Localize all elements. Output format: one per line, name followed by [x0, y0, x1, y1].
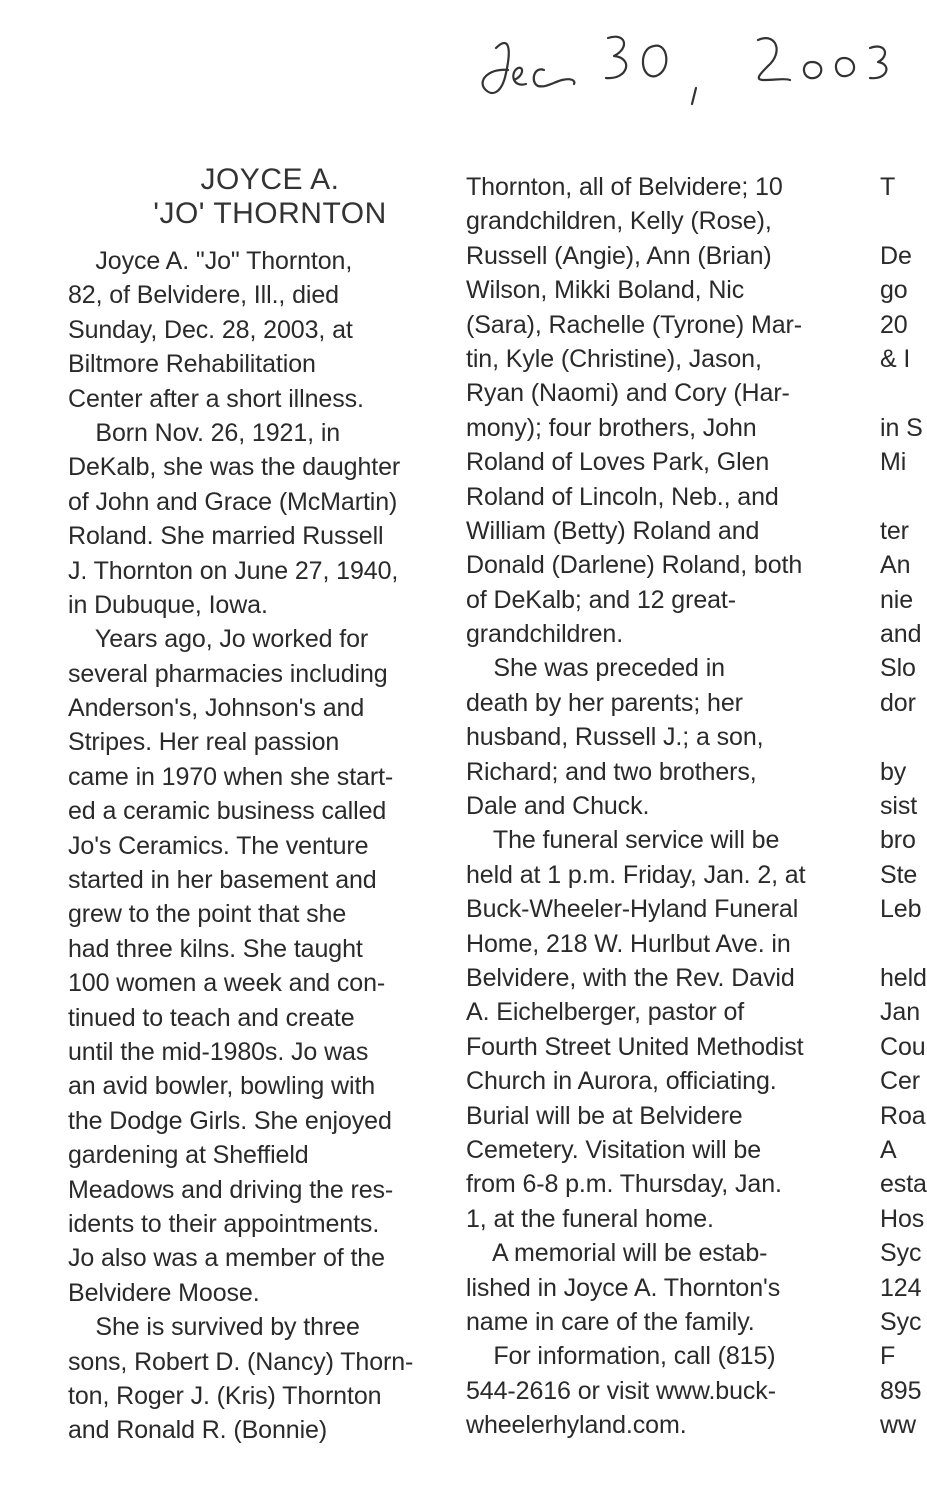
column-2-line: For information, call (815): [466, 1342, 776, 1371]
column-2-line: Donald (Darlene) Roland, both: [466, 551, 803, 580]
column-3-line: and: [880, 620, 922, 649]
column-2-line: Fourth Street United Methodist: [466, 1032, 804, 1061]
column-2-line: A memorial will be estab-: [466, 1239, 768, 1268]
column-1-line: Jo also was a member of the: [68, 1244, 385, 1273]
column-2-line: Richard; and two brothers,: [466, 757, 757, 786]
column-3-line: Leb: [880, 895, 922, 924]
column-2-line: of DeKalb; and 12 great-: [466, 585, 737, 614]
column-1-line: grew to the point that she: [68, 900, 347, 929]
column-1-line: 100 women a week and con-: [68, 969, 386, 998]
column-2-line: tin, Kyle (Christine), Jason,: [466, 344, 762, 373]
column-2-line: Burial will be at Belvidere: [466, 1101, 743, 1130]
column-3-line: Hos: [880, 1204, 925, 1233]
column-2-line: husband, Russell J.; a son,: [466, 723, 764, 752]
column-3-line: ter: [880, 516, 909, 545]
column-2-line: held at 1 p.m. Friday, Jan. 2, at: [466, 860, 806, 889]
column-2-line: A. Eichelberger, pastor of: [466, 998, 745, 1027]
column-1-line: gardening at Sheffield: [68, 1141, 309, 1170]
column-3-line: T: [880, 173, 896, 201]
column-1-line: She is survived by three: [68, 1313, 360, 1342]
column-1-line: J. Thornton on June 27, 1940,: [68, 556, 399, 585]
column-1-line: the Dodge Girls. She enjoyed: [68, 1106, 392, 1135]
column-3-line: [880, 480, 920, 514]
column-3-line: Syc: [880, 1239, 922, 1268]
column-3-line: Syc: [880, 1307, 922, 1336]
column-2-line: She was preceded in: [466, 654, 725, 683]
column-1-line: Roland. She married Russell: [68, 522, 384, 551]
column-1-line: had three kilns. She taught: [68, 934, 363, 963]
column-3-line: & I: [880, 344, 911, 373]
column-3-line: nie: [880, 585, 914, 614]
column-3-line: 895: [880, 1376, 922, 1405]
column-2-line: 544-2616 or visit www.buck-: [466, 1376, 776, 1405]
column-3-line: De: [880, 241, 912, 270]
column-2-line: death by her parents; her: [466, 688, 743, 717]
column-1-line: an avid bowler, bowling with: [68, 1072, 376, 1101]
column-2-line: mony); four brothers, John: [466, 413, 757, 442]
column-3-line: Cou: [880, 1032, 926, 1061]
column-3-line: F: [880, 1342, 896, 1371]
column-2-line: name in care of the family.: [466, 1307, 755, 1336]
column-2-line: Wilson, Mikki Boland, Nic: [466, 276, 745, 305]
column-1-line: 82, of Belvidere, Ill., died: [68, 281, 339, 310]
column-1-line: Sunday, Dec. 28, 2003, at: [68, 315, 353, 344]
column-3-line: [880, 376, 920, 410]
column-1-line: Joyce A. "Jo" Thornton,: [68, 247, 353, 275]
column-2-line: Church in Aurora, officiating.: [466, 1067, 777, 1096]
column-2-line: Belvidere, with the Rev. David: [466, 963, 795, 992]
column-2-line: Ryan (Naomi) and Cory (Har-: [466, 379, 790, 408]
column-1-line: Born Nov. 26, 1921, in: [68, 418, 341, 447]
column-1-line: sons, Robert D. (Nancy) Thorn-: [68, 1347, 414, 1376]
column-2-line: William (Betty) Roland and: [466, 516, 760, 545]
column-3-line: [880, 204, 920, 238]
column-3-line: Jan: [880, 998, 921, 1027]
column-3-line: ww: [880, 1411, 916, 1440]
column-3-line: bro: [880, 826, 916, 855]
column-3-line: Mi: [880, 448, 907, 477]
column-1-line: in Dubuque, Iowa.: [68, 590, 268, 619]
column-3-line: sist: [880, 792, 918, 821]
column-2-line: Roland of Loves Park, Glen: [466, 448, 770, 477]
column-3-line: dor: [880, 688, 916, 717]
column-1-line: started in her basement and: [68, 866, 377, 895]
column-1-line: ed a ceramic business called: [68, 797, 387, 826]
column-2-line: Thornton, all of Belvidere; 10: [466, 173, 783, 201]
column-2-line: Russell (Angie), Ann (Brian): [466, 241, 772, 270]
column-1-line: idents to their appointments.: [68, 1209, 380, 1238]
column-2-line: Cemetery. Visitation will be: [466, 1135, 762, 1164]
column-2-line: Buck-Wheeler-Hyland Funeral: [466, 895, 799, 924]
column-3-line: in S: [880, 413, 923, 442]
obituary-headline: [105, 163, 435, 231]
column-1-line: Anderson's, Johnson's and: [68, 694, 365, 723]
column-3-line: go: [880, 276, 908, 305]
column-2-line: 1, at the funeral home.: [466, 1204, 714, 1233]
column-3-line: A: [880, 1135, 897, 1164]
column-3-line: Cer: [880, 1067, 920, 1096]
column-1-line: several pharmacies including: [68, 659, 388, 688]
column-3-line: [880, 720, 920, 754]
column-2-line: from 6-8 p.m. Thursday, Jan.: [466, 1170, 782, 1199]
column-3-line: An: [880, 551, 911, 580]
column-1-line: ton, Roger J. (Kris) Thornton: [68, 1381, 382, 1410]
column-1-line: Jo's Ceramics. The venture: [68, 831, 369, 860]
column-1-line: DeKalb, she was the daughter: [68, 453, 401, 482]
handwritten-date-scribble: [478, 18, 912, 108]
column-1: [68, 244, 458, 1448]
column-1-line: came in 1970 when she start-: [68, 762, 394, 791]
column-1-line: tinued to teach and create: [68, 1003, 355, 1032]
column-2-line: wheelerhyland.com.: [466, 1411, 687, 1440]
column-1-line: Center after a short illness.: [68, 384, 364, 413]
column-1-line: Stripes. Her real passion: [68, 728, 340, 757]
column-3-line: Roa: [880, 1101, 926, 1130]
column-1-line: Belvidere Moose.: [68, 1278, 260, 1307]
column-3-line: [880, 927, 920, 961]
column-2-line: grandchildren.: [466, 620, 624, 649]
column-1-line: and Ronald R. (Bonnie): [68, 1416, 328, 1445]
column-2-line: lished in Joyce A. Thornton's: [466, 1273, 781, 1302]
column-2-line: The funeral service will be: [466, 826, 780, 855]
column-2: [466, 170, 856, 1442]
column-1-line: Meadows and driving the res-: [68, 1175, 394, 1204]
handwritten-date: [478, 18, 912, 108]
column-2-line: (Sara), Rachelle (Tyrone) Mar-: [466, 310, 802, 339]
headline-line-1: JOYCE A.: [200, 163, 340, 196]
column-3-line: Slo: [880, 654, 916, 683]
column-2-line: Home, 218 W. Hurlbut Ave. in: [466, 929, 791, 958]
column-2-line: grandchildren, Kelly (Rose),: [466, 207, 772, 236]
column-1-line: Years ago, Jo worked for: [68, 625, 369, 654]
column-1-line: of John and Grace (McMartin): [68, 487, 398, 516]
column-3-cropped: [880, 170, 927, 1442]
column-3-line: by: [880, 757, 907, 786]
column-3-line: 124: [880, 1273, 922, 1302]
column-3-line: 20: [880, 310, 908, 339]
column-1-line: Biltmore Rehabilitation: [68, 350, 316, 379]
column-3-line: Ste: [880, 860, 918, 889]
column-2-line: Roland of Lincoln, Neb., and: [466, 482, 779, 511]
column-3-line: esta: [880, 1170, 927, 1199]
column-3-line: held: [880, 963, 927, 992]
column-1-line: until the mid-1980s. Jo was: [68, 1037, 369, 1066]
headline-line-2: 'JO' THORNTON: [153, 197, 387, 230]
column-2-line: Dale and Chuck.: [466, 792, 650, 821]
